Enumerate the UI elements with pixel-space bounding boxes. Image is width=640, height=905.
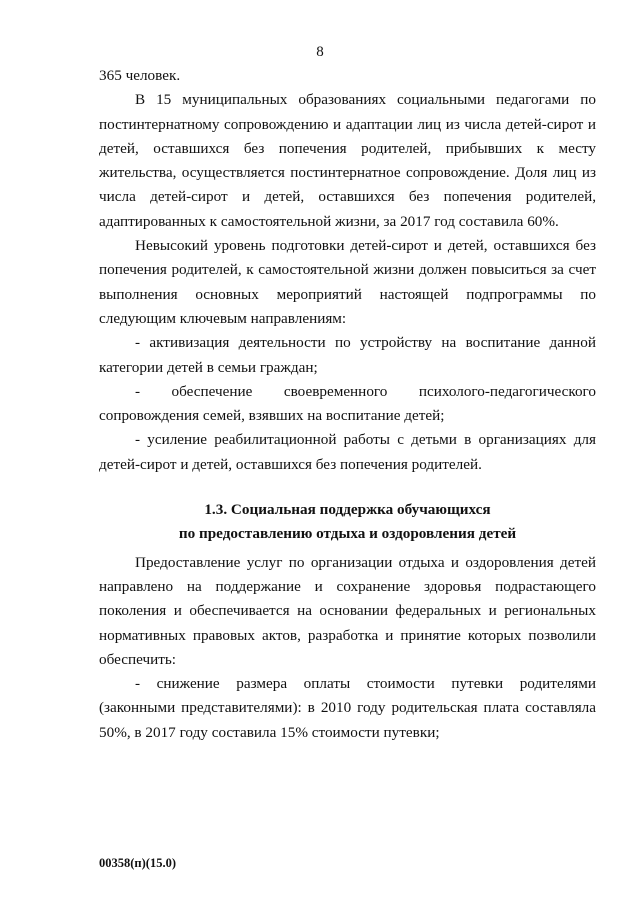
paragraph-2: В 15 муниципальных образованиях социальными педагогами по постинтернатному сопровождению и адаптации лиц из числа детей-сирот и детей, оставшихся без попечения родителей, прибывших к месту жительства, осуществляется постинтернатное сопровождение. Доля лиц из числа детей-сирот и детей, оставшихся без попечения родителей, адаптированных к самостоятельной жизни, за 2017 год составила 60%. <box>99 91 596 230</box>
paragraph-3: Невысокий уровень подготовки детей-сирот и детей, оставшихся без попечения родителей, к самостоятельной жизни должен повыситься за счет выполнения основных мероприятий настоящей подпрограммы по следующим ключевым направлениям: <box>99 237 596 327</box>
document-body <box>99 64 596 745</box>
list-item-4: - снижение размера оплаты стоимости путевки родителями (законными представителями): в 2010 году родительская плата составляла 50%, в 2017 году составила 15% стоимости путевки; <box>99 675 596 741</box>
section-heading-line-2: по предоставлению отдыха и оздоровления детей <box>178 525 517 543</box>
list-item-1: - активизация деятельности по устройству на воспитание данной категории детей в семьи граждан; <box>99 334 596 376</box>
section-heading-line-1: 1.3. Социальная поддержка обучающихся <box>204 501 491 519</box>
document-code: 00358(п)(15.0) <box>99 856 176 870</box>
section-heading <box>99 498 596 547</box>
paragraph-7: Предоставление услуг по организации отдыха и оздоровления детей направлено на поддержание и сохранение здоровья подрастающего поколения и обеспечивается на основании федеральных и региональных нормативных правовых актов, разработка и принятие которых позволили обеспечить: <box>99 553 596 668</box>
paragraph-1: 365 человек. <box>99 67 181 84</box>
list-item-2: - обеспечение своевременного психолого-педагогического сопровождения семей, взявших на воспитание детей; <box>99 382 596 425</box>
list-item-3: - усиление реабилитационной работы с детьми в организациях для детей-сирот и детей, оставшихся без попечения родителей. <box>99 431 596 473</box>
page-number: 8 <box>316 44 324 60</box>
